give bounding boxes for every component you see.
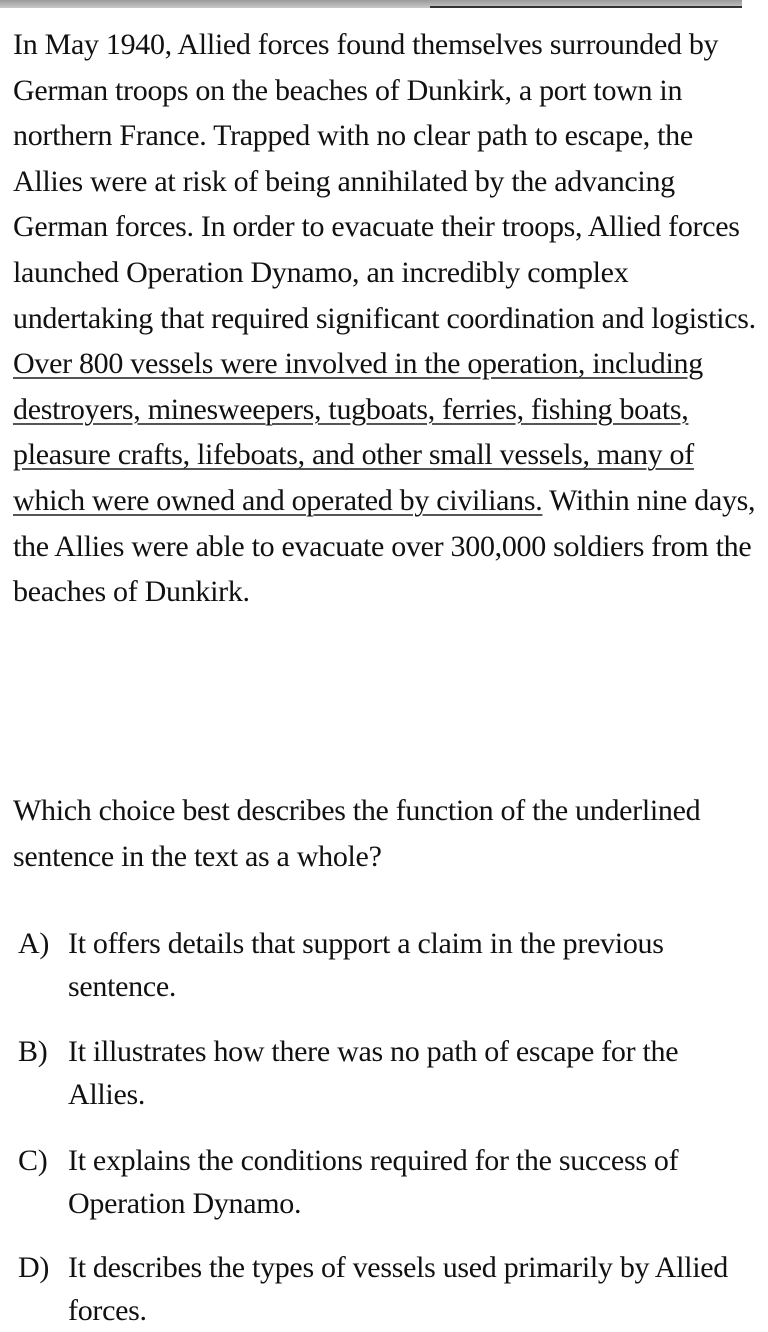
choice-text: It illustrates how there was no path of escape for the Allies. — [68, 1035, 679, 1111]
choice-letter: B) — [18, 1035, 48, 1068]
answer-choice-b[interactable] — [18, 1030, 758, 1116]
passage-text — [13, 22, 758, 615]
top-divider-accent — [430, 6, 742, 8]
passage-intro: In May 1940, Allied forces found themselves surrounded by German troops on the beaches of Dunkirk, a port town in northern France. Trapped with no clear path to escape, the Allies were at risk of being annihilated by the advancing German forces. In order to evacuate their troops, Allied forces launched Operation Dynamo, an incredibly complex undertaking that required significant coordination and logistics. — [13, 28, 756, 335]
choice-letter: C) — [18, 1144, 48, 1177]
answer-choice-a[interactable] — [18, 922, 758, 1008]
choice-text: It offers details that support a claim in the previous sentence. — [68, 927, 664, 1003]
answer-choice-c[interactable] — [18, 1139, 758, 1225]
choice-letter: D) — [18, 1251, 50, 1284]
answer-choice-d[interactable] — [18, 1246, 758, 1332]
underlined-sentence: Over 800 vessels were involved in the operation, including destroyers, minesweepers, tugboats, ferries, fishing boats, pleasure crafts, lifeboats, and other small vessels, many of which were owned and operated by civilians. — [13, 347, 703, 517]
choice-text: It explains the conditions required for the success of Operation Dynamo. — [68, 1144, 679, 1220]
question-prompt: Which choice best describes the function of the underlined sentence in the text as a whole? — [13, 794, 701, 873]
choice-letter: A) — [18, 927, 50, 960]
passage-conclusion: Within nine days, the Allies were able to evacuate over 300,000 soldiers from the beaches of Dunkirk. — [13, 483, 756, 609]
choice-text: It describes the types of vessels used primarily by Allied forces. — [68, 1251, 728, 1327]
